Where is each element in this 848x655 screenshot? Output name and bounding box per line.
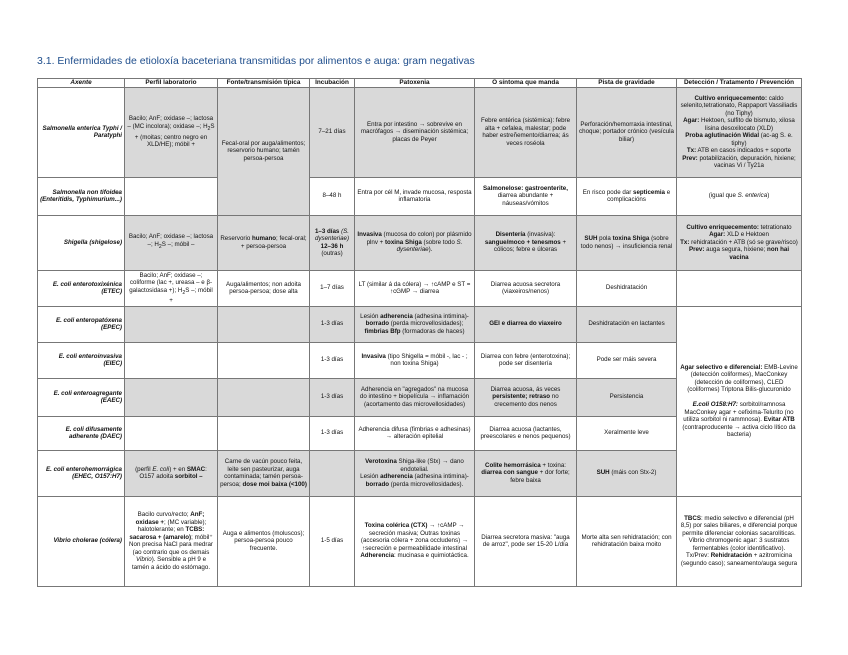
fonte-cell: Auga e alimentos (moluscos); persoa-persoa pouco frecuente. <box>218 496 310 586</box>
pista-cell: Persistencia <box>577 378 677 416</box>
sintoma-cell: GEI e diarrea do viaxeiro <box>475 306 577 342</box>
pista-cell: SUH pola toxina Shiga (sobre todo nenos) → insuficiencia renal <box>577 215 677 270</box>
fonte-cell: Carne de vacún pouco feita, leite sen pasteurizar, auga contaminada; tamén persoa-persoa; dose moi baixa (<100) <box>218 450 310 496</box>
row-epec <box>38 306 802 342</box>
fonte-cell: Fecal-oral por auga/alimentos; reservorio humano; tamén persoa-persoa <box>218 87 310 215</box>
diseases-table <box>37 78 802 587</box>
patoxenia-cell: Entra por cél M, invade mucosa, resposta inflamatoria <box>355 177 475 215</box>
perfil-cell <box>125 378 218 416</box>
incubacion-cell: 1-3 días <box>310 306 355 342</box>
agent-cell: Shigella (shigelose) <box>38 215 125 270</box>
incubacion-cell: 1-5 días <box>310 496 355 586</box>
deteccion-cell: (igual que S. enterica) <box>677 177 802 215</box>
row-salmonella-typhi <box>38 87 802 177</box>
pista-cell: Xeralmente leve <box>577 416 677 450</box>
patoxenia-cell: Invasiva (mucosa do colon) por plásmido plnv + toxina Shiga (sobre todo S. dysenteriae). <box>355 215 475 270</box>
fonte-cell <box>218 342 310 378</box>
perfil-cell: Bacilo; AnF; oxidase –; lactosa –; $H_2S$ –; móbil – <box>125 215 218 270</box>
header-sintoma: O síntoma que manda <box>475 79 577 88</box>
pista-cell: Morte alta sen rehidratación; con rehidratación baixa moito <box>577 496 677 586</box>
sintoma-cell: Diarrea acuosa secretora (viaxeiros/nenos) <box>475 270 577 306</box>
agent-cell: E. coli difusamente adherente (DAEC) <box>38 416 125 450</box>
sintoma-cell: Colite hemorrásica + toxina: diarrea con sangue + dor forte; febre baixa <box>475 450 577 496</box>
patoxenia-cell: Invasiva (tipo Shigella = móbil -, lac - ; non toxina Shiga) <box>355 342 475 378</box>
incubacion-cell: 1–7 días <box>310 270 355 306</box>
header-deteccion: Detección / Tratamento / Prevención <box>677 79 802 88</box>
sintoma-cell: Febre entérica (sistémica): febre alta + cefalea, malestar; pode haber estreñemento/diarrea; ás veces roséola <box>475 87 577 177</box>
patoxenia-cell: LT (similar á da cólera) → ↑cAMP e ST = ↑cGMP → diarrea <box>355 270 475 306</box>
perfil-cell: Bacilo; AnF; oxidase –; coliforme (lac +, ureasa – e β-galactosidasa +); $H_2S$ –; móbil + <box>125 270 218 306</box>
incubacion-cell: 1–3 días (S. dysenteriae) 12–36 h (outras) <box>310 215 355 270</box>
patoxenia-cell: Lesión adherencia (adhesina intimina)-borrado (perda microvellosidades); fimbrias Bfp (formadoras de haces) <box>355 306 475 342</box>
agent-cell: E. coli enteropatóxena (EPEC) <box>38 306 125 342</box>
agent-cell: E. coli enterotoxixénica (ETEC) <box>38 270 125 306</box>
patoxenia-cell: Verotoxina Shiga-like (Stx) → dano endotelial. Lesión adherencia (adhesina intimina)-borrado (perda microvellosidades). <box>355 450 475 496</box>
sintoma-cell: Diarrea acuosa (lactantes, preescolares e nenos pequenos) <box>475 416 577 450</box>
perfil-cell <box>125 306 218 342</box>
agent-cell: E. coli enteroinvasiva (EIEC) <box>38 342 125 378</box>
perfil-cell: Bacilo; AnF; oxidase –; lactosa – (MC incolora); oxidase –; $H_2S$ + (moitas; centro negro en XLD/HE); móbil + <box>125 87 218 177</box>
page-title: 3.1. Enfermidades de etioloxía baceteriana transmitidas por alimentos e auga: gram negativas <box>37 55 475 67</box>
incubacion-cell: 1-3 días <box>310 416 355 450</box>
fonte-cell <box>218 416 310 450</box>
sintoma-cell: Disentería (invasiva): sangue/moco + tenesmos + cólicos; febre e úlceras <box>475 215 577 270</box>
header-pista: Pista de gravidade <box>577 79 677 88</box>
agent-cell: E. coli enteroagregante (EAEC) <box>38 378 125 416</box>
incubacion-cell: 1-3 días <box>310 342 355 378</box>
deteccion-cell: Cultivo enriquecemento: caldo selenito,tetrationato, Rappaport Vassiliadis (no Tiphy) Agar: Hektoen, sulfito de bismuto, xilosa lisina desoxilocato (XLD) Proba aglutinación Widal (ac-ag S. e. tiphy) Tx: ATB en casos indicados + soporte Prev: potabilización, depuración, hixiene; vacinas Vi / Ty21a <box>677 87 802 177</box>
perfil-cell: (perfil E. coli) + en SMAC: O157 adoita sorbitol – <box>125 450 218 496</box>
row-shigella <box>38 215 802 270</box>
deteccion-cell <box>677 270 802 306</box>
patoxenia-cell: Toxina colérica (CTX) → ↑cAMP → secreción masiva; Outras toxinas (accesoria cólera + zona occludens) → ↑secreción e permeabilidade intestinal Adherencia: mucinasa e quimiotáctica. <box>355 496 475 586</box>
perfil-cell <box>125 342 218 378</box>
deteccion-cell: TBCS: medio selectivo e diferencial (pH 8,5) por sales biliares, e diferencial porque permite diferenciar colonias sacarolíticas. Vibrio chromogenic agar: 3 sustratos fermentables (color identificativo). Tx/Prev: Rehidratación + azitromicina (segundo caso); saneamento/auga segura <box>677 496 802 586</box>
deteccion-cell: Cultivo enriquecemento: tetrationato Agar: XLD e Hektoen Tx: rehidratación + ATB (só se grave/risco) Prev: auga segura, hixiene; non hai vacina <box>677 215 802 270</box>
patoxenia-cell: Entra por intestino → sobrevive en macrófagos → diseminación sistémica; placas de Peyer <box>355 87 475 177</box>
pista-cell: Deshidratación en lactantes <box>577 306 677 342</box>
perfil-cell <box>125 177 218 215</box>
pista-cell: En risco pode dar septicemia e complicacións <box>577 177 677 215</box>
pista-cell: Pode ser máis severa <box>577 342 677 378</box>
agent-cell: Salmonella non tifoidea (Enteritidis, Typhimurium...) <box>38 177 125 215</box>
agent-cell: E. coli enterohemorrágica (EHEC, O157:H7) <box>38 450 125 496</box>
incubacion-cell: 7–21 días <box>310 87 355 177</box>
perfil-cell: Bacilo curvo/recto; AnF; oxidase +; (MC variable); halotolerante; en TCBS: sacarosa + (amarelo); móbil⁺ Non precisa NaCl para medrar (ao contrario que os demais Vibrio). Sensible a pH 9 e tamén a ácido do estómago. <box>125 496 218 586</box>
incubacion-cell: 8–48 h <box>310 177 355 215</box>
fonte-cell: Reservorio humano; fecal-oral; + persoa-persoa <box>218 215 310 270</box>
perfil-cell <box>125 416 218 450</box>
header-perfil: Perfil laboratorio <box>125 79 218 88</box>
sintoma-cell: Salmonelose: gastroenterite, diarrea abundante + náuseas/vómitos <box>475 177 577 215</box>
fonte-cell <box>218 306 310 342</box>
agent-cell: Salmonella enterica Typhi / Paratyphi <box>38 87 125 177</box>
sintoma-cell: Diarrea con febre (enterotoxina); pode ser disentería <box>475 342 577 378</box>
pista-cell: SUH (máis con Stx-2) <box>577 450 677 496</box>
agent-cell: Vibrio cholerae (cólera) <box>38 496 125 586</box>
row-etec <box>38 270 802 306</box>
header-row <box>38 79 802 88</box>
header-axente: Axente <box>38 79 125 88</box>
incubacion-cell: 1-3 días <box>310 378 355 416</box>
header-patoxenia: Patoxenia <box>355 79 475 88</box>
pista-cell: Perforación/hemorraxia intestinal, choque; portador crónico (vesícula biliar) <box>577 87 677 177</box>
pista-cell: Deshidratación <box>577 270 677 306</box>
incubacion-cell <box>310 450 355 496</box>
patoxenia-cell: Adherencia en "agregados" na mucosa do intestino + biopelícula → inflamación (acortamento das microvellosidades) <box>355 378 475 416</box>
fonte-cell: Auga/alimentos; non adoita persoa-persoa; dose alta <box>218 270 310 306</box>
row-vibrio-cholerae <box>38 496 802 586</box>
header-incubacion: Incubación <box>310 79 355 88</box>
patoxenia-cell: Adherencia difusa (fimbrias e adhesinas) → alteración epitelial <box>355 416 475 450</box>
deteccion-cell: Agar selectivo e diferencial: EMB-Levine (detección coliformes), MacConkey (detección de coliformes), CLED (coliformes) Triptona Bilis-glucuronido E.coli O158:H7: sorbitol/ramnosa MacConkey agar + cefixima-Telurito (no utiliza sorbitol ni rammnosa). Evitar ATB (contraproducente → activa ciclo lítico da bacteria) <box>677 306 802 496</box>
fonte-cell <box>218 378 310 416</box>
sintoma-cell: Diarrea secretora masiva: "auga de arroz", pode ser 15-20 L/día <box>475 496 577 586</box>
header-fonte: Fonte/transmisión típica <box>218 79 310 88</box>
sintoma-cell: Diarrea acuosa, ás veces persistente; retraso no crecemento dos nenos <box>475 378 577 416</box>
row-salmonella-non-tifoidea <box>38 177 802 215</box>
